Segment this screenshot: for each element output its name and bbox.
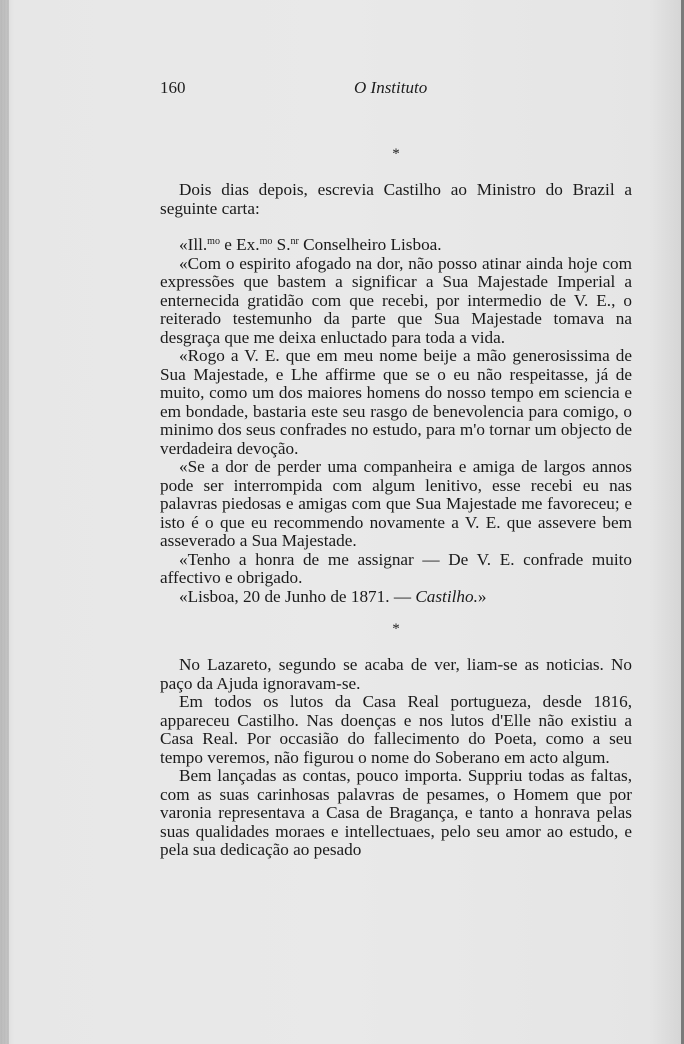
letter-paragraph: «Rogo a V. E. que em meu nome beije a mão generosissima de Sua Majestade, e Lhe affirme que se o eu não respeitasse, já de muito, como um dos maiores homens do nosso tempo em sciencia e em bondade, bastaria este seu rasgo de benevolencia para comigo, o minimo dos seus confrades no estudo, para m'o tornar um objecto de verdadeira devoção.	[160, 346, 632, 458]
section-ornament-2: *	[392, 621, 400, 637]
letter-paragraph: «Com o espirito afogado na dor, não posso atinar ainda hoje com expressões que bastem a significar a Sua Majestade Imperial a enternecida gratidão com que recebi, por intermedio de V. E., o reiterado testemunho da parte que Sua Majestade tomava na desgraça que me deixa enluctado para toda a vida.	[160, 253, 632, 347]
body-paragraph: Em todos os lutos da Casa Real portugueza, desde 1816, appareceu Castilho. Nas doenças e nos lutos d'Elle não existiu a Casa Real. Por occasião do fallecimento do Poeta, como a seu tempo veremos, não figurou o nome do Soberano em acto algum.	[160, 692, 632, 767]
letter-salutation: «Ill.$^{mo}$ e Ex.$^{mo}$ S.$^{nr}$ Conselheiro Lisboa.	[179, 235, 442, 254]
body-text	[160, 145, 632, 860]
signoff-name: Castilho.	[415, 586, 478, 606]
page-gutter-shadow	[0, 0, 9, 1044]
letter-paragraph: «Tenho a honra de me assignar — De V. E. confrade muito affectivo e obrigado.	[160, 549, 632, 587]
intro-paragraph: Dois dias depois, escrevia Castilho ao Ministro do Brazil a seguinte carta:	[160, 180, 632, 218]
running-title: O Instituto	[354, 78, 428, 97]
running-header	[160, 78, 630, 102]
letter-paragraph: «Se a dor de perder uma companheira e amiga de largos annos pode ser interrompida com algum lenitivo, esse recebi eu nas palavras piedosas e amigas com que Sua Majestade me favoreceu; e isto é o que eu recommendo novamente a V. E. que assevere bem asseverado a Sua Majestade.	[160, 457, 632, 550]
page-number: 160	[160, 78, 186, 97]
body-paragraph: Bem lançadas as contas, pouco importa. Suppriu todas as faltas, com as suas carinhosas palavras de pesames, o Homem que por varonia representava a Casa de Bragança, e tanto a honrava pelas suas qualidades moraes e intellectuaes, pelo seu amor ao estudo, e pela sua dedicação ao pesado	[160, 766, 632, 859]
body-paragraph: No Lazareto, segundo se acaba de ver, liam-se as noticias. No paço da Ajuda ignoravam-se.	[160, 655, 632, 693]
letter-signoff: «Lisboa, 20 de Junho de 1871. — Castilho.»	[179, 586, 487, 606]
section-ornament-1: *	[392, 146, 400, 162]
